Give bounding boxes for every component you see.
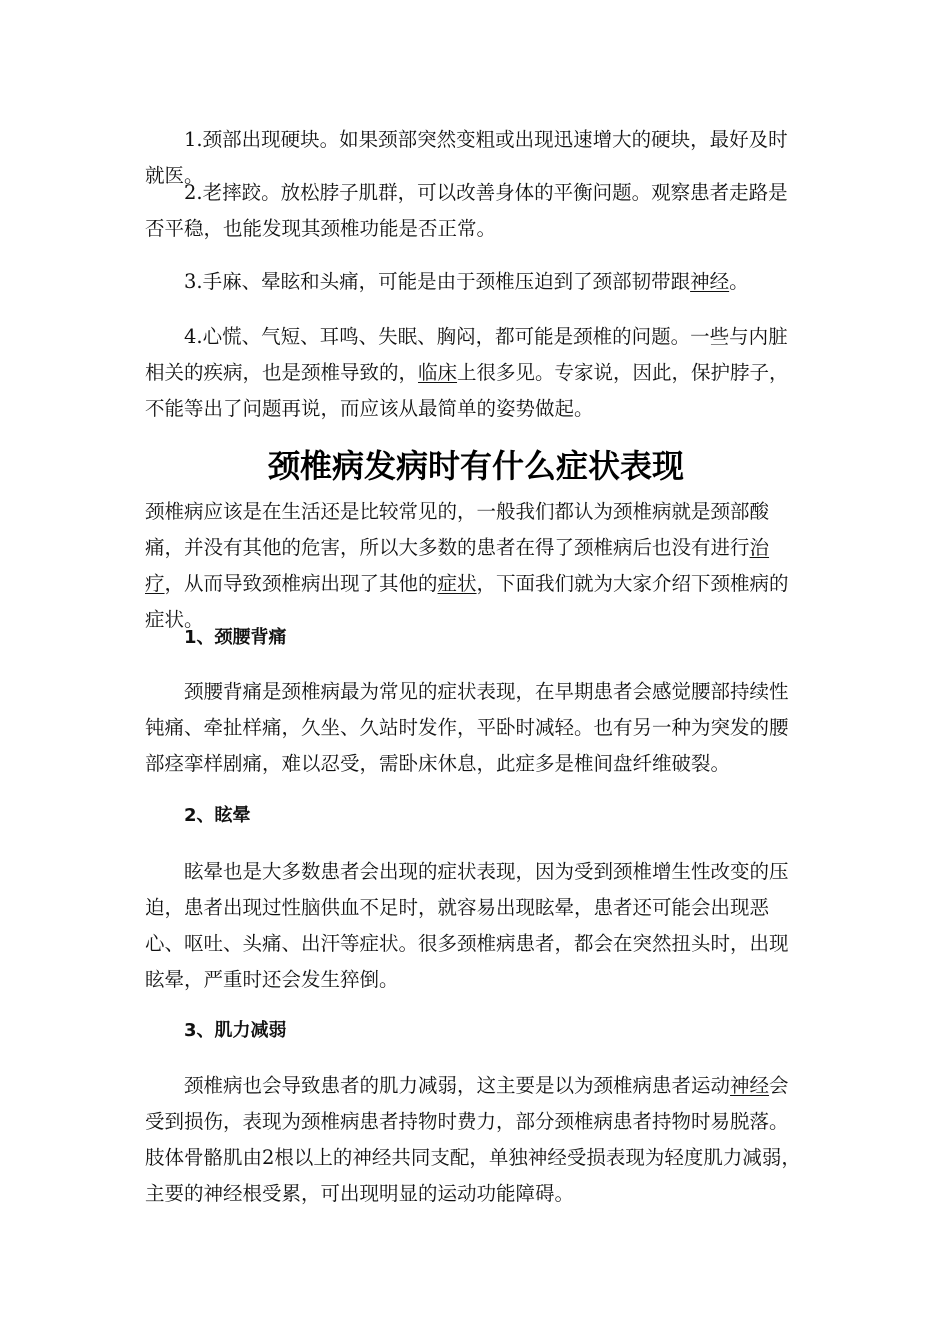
section-text: 眩晕也是大多数患者会出现的症状表现，因为受到颈椎增生性改变的压迫，患者出现过性脑供血不足时，就容易出现眩晕，患者还可能会出现恶心、呕吐、头痛、出汗等症状。很多颈椎病患者，都会在突然扭头时，出现眩晕，严重时还会发生猝倒。 <box>145 860 789 991</box>
link-treatment[interactable]: 治疗 <box>145 536 770 595</box>
section-text-end: 会受到损伤，表现为颈椎病患者持物时费力，部分颈椎病患者持物时易脱落。肢体骨骼肌由2根以上的神经共同支配，单独神经受损表现为轻度肌力减弱，主要的神经根受累，可出现明显的运动功能障碍。 <box>145 1074 801 1205</box>
intro-text-end: ，下面我们就为大家介绍下颈椎病的症状。 <box>145 572 789 631</box>
list-item-text: 3.手麻、晕眩和头痛，可能是由于颈椎压迫到了颈部韧带跟 <box>184 270 691 293</box>
list-item-3 <box>145 264 807 300</box>
section-paragraph-2 <box>145 854 807 998</box>
intro-text: 颈椎病应该是在生活还是比较常见的，一般我们都认为颈椎病就是颈部酸痛，并没有其他的危害，所以大多数的患者在得了颈椎病后也没有进行 <box>145 500 770 559</box>
link-nerve-2[interactable]: 神经 <box>730 1074 770 1097</box>
article-title: 颈椎病发病时有什么症状表现 <box>267 447 684 485</box>
section-heading-3: 3、肌力减弱 <box>184 1020 287 1041</box>
section-paragraph-3 <box>145 1068 807 1212</box>
intro-paragraph <box>145 494 807 638</box>
section-paragraph-1 <box>145 674 807 782</box>
section-text: 颈腰背痛是颈椎病最为常见的症状表现，在早期患者会感觉腰部持续性钝痛、牵扯样痛，久坐、久站时发作，平卧时减轻。也有另一种为突发的腰部痉挛样剧痛，难以忍受，需卧床休息，此症多是椎间盘纤维破裂。 <box>145 680 789 775</box>
link-symptom[interactable]: 症状 <box>437 572 477 595</box>
section-heading-2: 2、眩晕 <box>184 805 251 826</box>
list-item-text: 4.心慌、气短、耳鸣、失眠、胸闷，都可能是颈椎的问题。一些与内脏相关的疾病，也是颈椎导致的， <box>145 325 788 384</box>
list-item-text-end: 上很多见。专家说，因此，保护脖子，不能等出了问题再说，而应该从最简单的姿势做起。 <box>145 361 789 420</box>
list-item-text: 1.颈部出现硬块。如果颈部突然变粗或出现迅速增大的硬块，最好及时就医。 <box>145 128 788 187</box>
section-heading-1: 1、颈腰背痛 <box>184 627 287 648</box>
section-text: 颈椎病也会导致患者的肌力减弱，这主要是以为颈椎病患者运动 <box>184 1074 731 1097</box>
list-item-text-end: 。 <box>729 270 749 293</box>
link-clinical[interactable]: 临床 <box>418 361 458 384</box>
list-item-4 <box>145 319 807 427</box>
link-nerve[interactable]: 神经 <box>690 270 730 293</box>
intro-text-mid: ，从而导致颈椎病出现了其他的 <box>164 572 438 595</box>
list-item-text: 2.老摔跤。放松脖子肌群，可以改善身体的平衡问题。观察患者走路是否平稳，也能发现其颈椎功能是否正常。 <box>145 181 788 240</box>
list-item-2 <box>145 175 807 247</box>
